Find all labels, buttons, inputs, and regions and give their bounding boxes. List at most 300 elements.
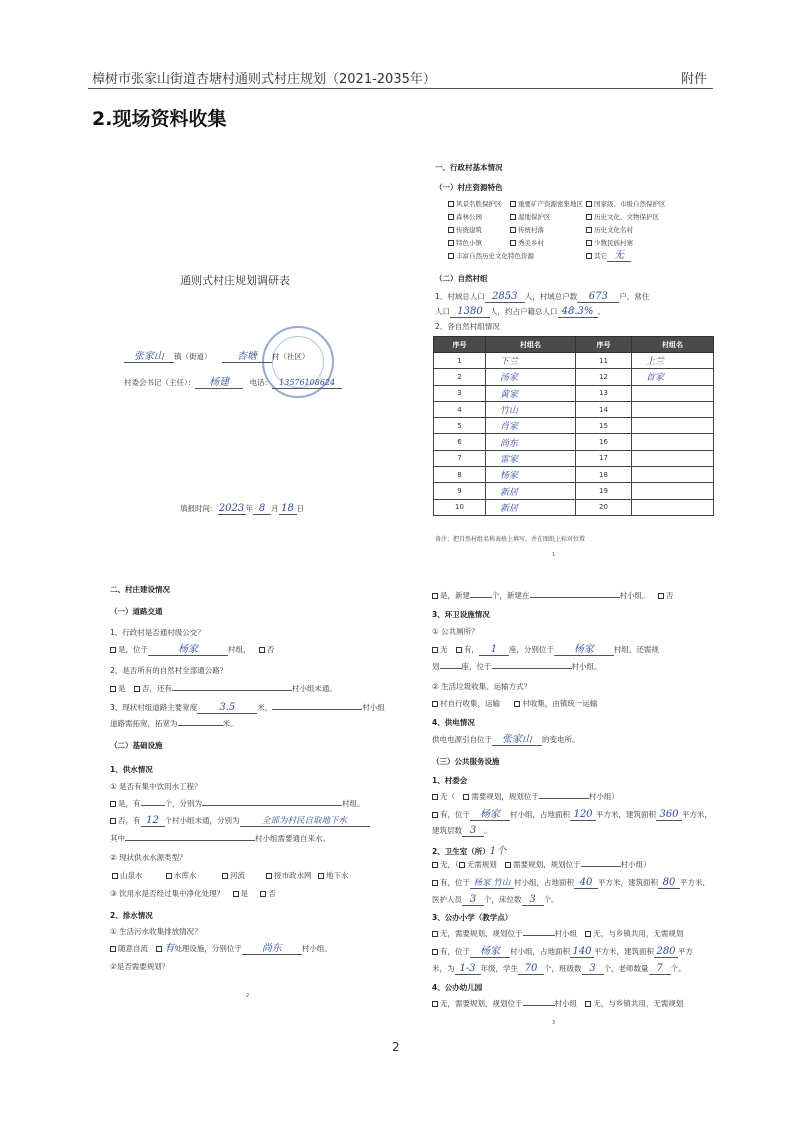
resource-option[interactable] [448, 199, 502, 209]
l0-pre: 是，新建 [440, 591, 470, 600]
secretary-row [124, 378, 342, 389]
d1a-has: 有 [164, 943, 175, 954]
checkbox-l0-yes[interactable] [432, 593, 438, 599]
clinic-floor-area: 80 [658, 878, 680, 889]
school-students: 70 [518, 964, 544, 975]
s2a-heading: （一）道路交通 [110, 607, 163, 616]
h3a-yes: 有， [463, 645, 479, 654]
c4a-post: 无，与乡镇共用，无需规划 [593, 999, 684, 1008]
committee-floors: 3 [462, 826, 484, 837]
table-cell-no: 12 [576, 369, 632, 385]
resource-label: 森林公园 [456, 213, 482, 221]
c3-heading: 3、公办小学（教学点） [432, 913, 513, 922]
c2b-mid2: 平方米，建筑面积 [598, 878, 658, 887]
table-cell-name: 尚东 [486, 434, 576, 450]
page-number: 2 [392, 1040, 400, 1054]
table-cell-no: 13 [576, 385, 632, 401]
resource-checkbox[interactable] [448, 201, 454, 207]
secretary-value: 杨建 [195, 378, 243, 389]
c2-count: 1个 [489, 846, 507, 857]
q3 [110, 703, 385, 714]
w1c-post: 村小组需要通自来水。 [255, 834, 330, 843]
w1b [110, 816, 370, 827]
water-source-checkbox[interactable] [318, 873, 324, 879]
h3a-post: 村组，还需规 [613, 645, 659, 654]
water-source-option[interactable] [318, 871, 349, 881]
w1b-pre: 否，有 [118, 816, 141, 825]
w1q: ① 是否有集中饮用水工程？ [110, 782, 202, 791]
clinic-staff: 3 [462, 895, 484, 906]
w1c-pre: 其中 [110, 834, 125, 843]
q2-answer [110, 684, 337, 694]
q3b-pre: 道路需拓宽，拓宽为 [110, 719, 178, 728]
c2b-pre: 有，位于 [440, 878, 470, 887]
checkbox-l0-no[interactable] [658, 593, 664, 599]
w1a-mid: 个，分别为 [164, 799, 202, 808]
checkbox-school-plan[interactable] [432, 931, 438, 937]
s2-heading: 二、村庄建设情况 [110, 585, 170, 594]
c3b-mid2: 平方米，建筑面积 [594, 947, 654, 956]
resource-label: 传统村落 [518, 226, 544, 234]
q1-answer [110, 645, 274, 656]
c2-label: 2、卫生室（所） [432, 847, 490, 856]
w3-no: 否 [268, 889, 276, 898]
table-cell-no: 9 [434, 483, 486, 499]
resource-option[interactable] [510, 225, 544, 235]
resident-population: 1380 [450, 307, 490, 318]
h3c: ② 生活垃圾收集、运输方式？ [432, 682, 532, 691]
resource-option[interactable] [586, 212, 659, 222]
c1c-pre: 建筑层数 [432, 826, 462, 835]
table-cell-name: 新居 [486, 483, 576, 499]
resource-label: 历史文化名村 [594, 226, 633, 234]
page-no-3: 3 [552, 1020, 556, 1026]
table-cell-no: 10 [434, 499, 486, 515]
c1-heading: 1、村委会 [432, 776, 468, 785]
resource-option[interactable] [586, 238, 633, 248]
checkbox-w1-no[interactable] [110, 818, 116, 824]
page-no-2: 2 [246, 993, 250, 999]
table-note: 备注：把自然村组名称表格上填写，并在图纸上标对位置 [435, 536, 586, 543]
water-source-checkbox[interactable] [166, 873, 172, 879]
resource-checkbox[interactable] [586, 240, 592, 246]
checkbox-w3-no[interactable] [260, 891, 266, 897]
resource-label: 传统建筑 [456, 226, 482, 234]
checkbox-q1-no[interactable] [259, 647, 265, 653]
resource-checkbox[interactable] [586, 201, 592, 207]
table-cell-name [632, 467, 714, 483]
w1c [110, 834, 330, 844]
checkbox-d1-facility[interactable] [156, 946, 162, 952]
q3-mid: 米， [257, 703, 273, 712]
resource-checkbox[interactable] [448, 240, 454, 246]
resource-label: 历史文化、文物保护区 [594, 213, 659, 221]
s3-heading: （三）公共服务设施 [432, 757, 500, 766]
resource-option[interactable] [448, 212, 482, 222]
resource-label: 特色小镇 [456, 239, 482, 247]
h3b-post: 村小组。 [571, 662, 602, 671]
w1a-post: 村组。 [342, 799, 365, 808]
resource-label: 重要矿产资源密集地区 [518, 200, 583, 208]
checkbox-q2-yes[interactable] [110, 686, 116, 692]
water-source-label: 水库水 [174, 871, 197, 880]
population-line-1 [435, 292, 649, 303]
phone-label: 电话： [249, 378, 273, 387]
h3b [432, 662, 602, 672]
resource-option[interactable] [586, 199, 666, 209]
resource-label: 少数民族村寨 [594, 239, 633, 247]
table-cell-no: 16 [576, 434, 632, 450]
table-cell-no: 4 [434, 401, 486, 417]
checkbox-w1-yes[interactable] [110, 801, 116, 807]
table-cell-no: 3 [434, 385, 486, 401]
d1a-post: 村小组。 [301, 944, 332, 953]
q2a-yes: 是 [118, 684, 126, 693]
checkbox-committee-yes[interactable] [432, 812, 438, 818]
water-source-option[interactable] [266, 871, 312, 881]
resource-option[interactable] [586, 251, 631, 262]
resource-label: 其它 [594, 252, 607, 260]
resource-checkbox[interactable] [510, 214, 516, 220]
checkbox-waste-town[interactable] [514, 701, 520, 707]
resource-checkbox[interactable] [586, 214, 592, 220]
col-header-no-1: 序号 [434, 337, 486, 353]
clinic-location: 杨家 竹山 [470, 878, 514, 889]
c3a-pre: 无，需要规划，规划位于 [440, 929, 523, 938]
q2: 2、是否所有的自然村全部通公路？ [110, 666, 228, 675]
water-source-checkbox[interactable] [112, 873, 118, 879]
school-floor-area: 280 [654, 947, 678, 958]
resource-checkbox[interactable] [510, 201, 516, 207]
pop-unit-1: 人，村域总户数 [524, 292, 578, 301]
date-year-unit: 年 [245, 504, 253, 513]
table-cell-no: 1 [434, 353, 486, 369]
h3c-options [432, 699, 597, 709]
w1b-mid: 个村小组未通，分别为 [164, 816, 240, 825]
h3a-mid: 座，分别位于 [508, 645, 554, 654]
resource-label: 湿地保护区 [518, 213, 551, 221]
table-cell-name [632, 418, 714, 434]
c4a-mid: 村小组 [554, 999, 577, 1008]
table-cell-no: 15 [576, 418, 632, 434]
table-cell-name: 新居 [486, 499, 576, 515]
c4a [432, 999, 683, 1009]
h3c-b: 村收集，由镇统一运输 [522, 699, 598, 708]
village-label: 村（社区） [271, 352, 310, 361]
checkbox-toilet-yes[interactable] [456, 647, 462, 653]
checkbox-school-shared[interactable] [585, 931, 591, 937]
checkbox-clinic-yes[interactable] [432, 880, 438, 886]
town-value: 张家山 [124, 352, 174, 363]
table-cell-name: 下兰 [486, 353, 576, 369]
w1a [110, 799, 365, 809]
checkbox-d1-free[interactable] [110, 946, 116, 952]
checkbox-clinic-no[interactable] [432, 862, 438, 868]
village-group-table [433, 336, 714, 516]
form-title: 通则式村庄规划调研表 [180, 274, 290, 287]
c1b-mid: 村小组，占地面积 [510, 810, 570, 819]
s1-heading: 一、行政村基本情况 [435, 163, 503, 172]
resource-label: 风景名胜保护区 [456, 200, 502, 208]
resource-label: 秀美乡村 [518, 239, 544, 247]
w2q: ② 现状供水水源类型？ [110, 853, 187, 862]
checkbox-kinder-plan[interactable] [432, 1001, 438, 1007]
c3b-post: 平方 [678, 947, 693, 956]
resource-option[interactable] [510, 238, 544, 248]
population-line-2 [435, 307, 605, 318]
h3c-a: 村自行收集，运输 [440, 699, 500, 708]
pop-label-2: 人口 [435, 307, 450, 316]
c1b-post: 平方米， [682, 810, 712, 819]
checkbox-school-yes[interactable] [432, 949, 438, 955]
h4a [432, 735, 580, 746]
c2b-mid: 村小组，占地面积 [514, 878, 574, 887]
q3b-post: 米。 [222, 719, 238, 728]
resource-checkbox[interactable] [510, 240, 516, 246]
c2a [432, 860, 651, 870]
resource-checkbox[interactable] [586, 253, 592, 259]
q1a-pre: 是，位于 [118, 645, 148, 654]
resource-other-value: 无 [607, 251, 631, 262]
document-header-annex: 附件 [681, 72, 708, 87]
w1a-pre: 是，有 [118, 799, 141, 808]
committee-land-area: 120 [570, 810, 596, 821]
date-day: 18 [279, 504, 297, 515]
table-row [434, 499, 714, 515]
q3-pre: 3、现状村组道路主要宽度 [110, 703, 198, 712]
resource-label: 丰富自然历史文化特色资源 [456, 252, 534, 260]
village-value: 杏塘 [222, 352, 272, 363]
table-row [434, 434, 714, 450]
table-row [434, 483, 714, 499]
document-header-title: 樟树市张家山街道杏塘村通则式村庄规划（2021-2035年） [92, 72, 436, 87]
resource-checkbox[interactable] [510, 227, 516, 233]
school-classes: 3 [582, 964, 604, 975]
table-cell-name: 雷家 [486, 450, 576, 466]
table-cell-name [632, 450, 714, 466]
page-no-1: 1 [552, 552, 556, 558]
s1b-heading: （二）自然村组 [435, 274, 488, 283]
w3q [110, 889, 276, 899]
date-month: 8 [253, 504, 271, 515]
table-cell-no: 20 [576, 499, 632, 515]
q2a-no: 否，还有 [141, 684, 172, 693]
c2c [432, 895, 559, 906]
table-cell-name: 竹山 [486, 401, 576, 417]
clinic-land-area: 40 [574, 878, 598, 889]
phone-value: 13576108624 [272, 378, 342, 389]
c3a [432, 929, 683, 939]
checkbox-q2-no[interactable] [134, 686, 140, 692]
c3c-m3: 个，老师数量 [603, 964, 649, 973]
col-header-name-2: 村组名 [632, 337, 714, 353]
table-row [434, 418, 714, 434]
c1a-pre: 无（ [440, 792, 455, 801]
table-row [434, 450, 714, 466]
table-cell-no: 17 [576, 450, 632, 466]
fill-date-row [180, 504, 304, 515]
c3a-post: 无，与乡镇共用，无需规划 [593, 929, 684, 938]
c2b [432, 878, 710, 889]
school-land-area: 140 [570, 947, 594, 958]
resource-checkbox[interactable] [448, 214, 454, 220]
water-source-checkbox[interactable] [222, 873, 228, 879]
c3b-pre: 有，位于 [440, 947, 470, 956]
c1a [432, 792, 619, 802]
checkbox-q1-yes[interactable] [110, 647, 116, 653]
table-cell-no: 18 [576, 467, 632, 483]
q2a-post: 村小组未通。 [291, 684, 337, 693]
total-population: 2853 [485, 292, 525, 303]
resource-option[interactable] [510, 199, 583, 209]
checkbox-committee-no[interactable] [432, 794, 438, 800]
checkbox-clinic-noplan[interactable] [459, 862, 465, 868]
h3q: ① 公共厕所？ [432, 627, 479, 636]
resource-option[interactable] [510, 212, 551, 222]
checkbox-toilet-no[interactable] [432, 647, 438, 653]
c2a-pre: 无，（ [440, 860, 459, 869]
c3c-pre: 米，为 [432, 964, 455, 973]
toilet-location: 杨家 [554, 645, 614, 656]
resource-option[interactable] [448, 238, 482, 248]
h3a-no: 无 [440, 645, 448, 654]
checkbox-waste-self[interactable] [432, 701, 438, 707]
c3c [432, 964, 686, 975]
c1a-mid: 需要规划，规划位于 [471, 792, 539, 801]
table-cell-name: 黄家 [486, 385, 576, 401]
resource-checkbox[interactable] [586, 227, 592, 233]
c4-heading: 4、公办幼儿园 [432, 983, 483, 992]
committee-location: 杨家 [470, 810, 510, 821]
table-row [434, 401, 714, 417]
water-source-label: 河流 [230, 871, 245, 880]
c1b-pre: 有，位于 [440, 810, 470, 819]
d1-heading: 2、排水情况 [110, 911, 153, 920]
d1a [110, 944, 332, 955]
date-year: 2023 [218, 503, 245, 514]
resident-ratio: 48.3% [558, 307, 598, 318]
village-table-title: 2、各自然村组情况 [435, 322, 500, 331]
l0-post: 村小组。 [619, 591, 650, 600]
c3b [432, 947, 693, 958]
table-cell-no: 19 [576, 483, 632, 499]
water-source-option[interactable] [166, 871, 197, 881]
date-month-unit: 月 [271, 504, 279, 513]
h4a-pre: 供电电源引自位于 [432, 735, 492, 744]
water-source-option[interactable] [222, 871, 245, 881]
pop-unit-4: 。 [597, 307, 605, 316]
resource-option[interactable] [448, 251, 534, 261]
w3-yes: 是 [240, 889, 248, 898]
c2c-pre: 医护人员 [432, 895, 462, 904]
s1a-heading: （一）村庄资源特色 [435, 183, 503, 192]
school-location: 杨家 [470, 947, 510, 958]
q1a-post: 村组， [228, 645, 251, 654]
table-row [434, 467, 714, 483]
table-cell-no: 11 [576, 353, 632, 369]
pop-unit-2: 户，常住 [619, 292, 650, 301]
resource-option[interactable] [586, 225, 633, 235]
c2c-post: 个。 [543, 895, 559, 904]
c1a-post: 村小组） [588, 792, 619, 801]
d1q: ① 生活污水收集排放情况？ [110, 927, 202, 936]
resource-option[interactable] [448, 225, 482, 235]
checkbox-clinic-plan[interactable] [505, 862, 511, 868]
checkbox-committee-plan[interactable] [463, 794, 469, 800]
table-cell-no: 2 [434, 369, 486, 385]
water-source-checkbox[interactable] [266, 873, 272, 879]
c1c [432, 826, 492, 837]
c2-heading [432, 842, 506, 857]
secretary-label: 村委会书记（主任）： [124, 378, 196, 387]
rb-line0 [432, 591, 673, 601]
toilet-count: 1 [479, 645, 509, 656]
q3-value: 3.5 [197, 703, 257, 714]
water-source-label: 山泉水 [120, 871, 143, 880]
pop-unit-3: 人，约占户籍总人口 [490, 307, 558, 316]
c1c-post: 。 [484, 826, 492, 835]
c1b-mid2: 平方米，建筑面积 [596, 810, 656, 819]
table-cell-name: 上兰 [632, 353, 714, 369]
h4a-post: 的变电所。 [542, 735, 580, 744]
w1b-count: 12 [141, 816, 165, 827]
table-cell-name: 杨家 [486, 467, 576, 483]
table-cell-name [632, 385, 714, 401]
checkbox-kinder-shared[interactable] [585, 1001, 591, 1007]
water-source-option[interactable] [112, 871, 143, 881]
q1a-value: 杨家 [148, 645, 228, 656]
c3a-mid: 村小组 [554, 929, 577, 938]
school-grades: 1-3 [455, 964, 481, 975]
q3-post: 村小组 [362, 703, 385, 712]
substation-location: 张家山 [492, 735, 542, 746]
checkbox-w3-yes[interactable] [233, 891, 239, 897]
table-cell-name [632, 401, 714, 417]
q3b [110, 719, 238, 729]
resource-checkbox[interactable] [448, 253, 454, 259]
col-header-no-2: 序号 [576, 337, 632, 353]
c2c-mid: 个，床位数 [484, 895, 522, 904]
w1b-detail: 全部为村民自取地下水 [240, 816, 370, 827]
section-title: 2.现场资料收集 [92, 108, 227, 130]
c4a-pre: 无，需要规划，规划位于 [440, 999, 523, 1008]
h3b-pre: 划 [432, 662, 440, 671]
table-row [434, 369, 714, 385]
table-row [434, 385, 714, 401]
town-label: 镇（街道） [174, 352, 212, 361]
c3b-mid: 村小组，占地面积 [510, 947, 570, 956]
l0-mid: 个，新建在 [492, 591, 530, 600]
table-cell-no: 14 [576, 401, 632, 417]
h4-heading: 4、供电情况 [432, 718, 475, 727]
header-divider [88, 88, 713, 89]
date-label: 填报时间： [180, 504, 218, 513]
w1-heading: 1、供水情况 [110, 765, 153, 774]
school-teachers: 7 [649, 964, 671, 975]
d1a-pre: 随意自流 [118, 944, 148, 953]
c1b [432, 810, 712, 821]
resource-checkbox[interactable] [448, 227, 454, 233]
table-cell-no: 8 [434, 467, 486, 483]
h3-heading: 3、环卫设施情况 [432, 610, 490, 619]
resource-label: 国家级、市级自然保护区 [594, 200, 666, 208]
table-cell-name [632, 483, 714, 499]
d1a-mid: 处理设施，分别位于 [174, 944, 242, 953]
c2b-post: 平方米， [680, 878, 710, 887]
c2a-d: 村小组） [620, 860, 651, 869]
table-cell-name: 首家 [632, 369, 714, 385]
table-cell-name [632, 434, 714, 450]
